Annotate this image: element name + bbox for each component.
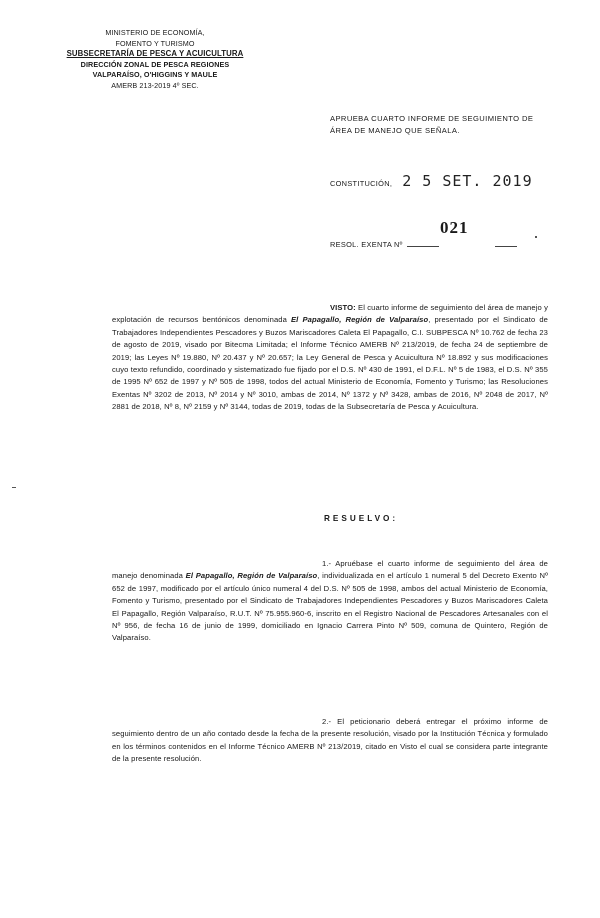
visto-lead: VISTO: (330, 303, 356, 312)
resolution-label: RESOL. EXENTA Nº (330, 240, 403, 249)
visto-text-1: El cuarto informe de seguimiento del área de manejo y explotación de recursos bentónicos denominada (112, 303, 548, 325)
visto-area-name: El Papagallo, Región de Valparaíso (291, 315, 429, 325)
resolution-number: 021 (440, 218, 469, 237)
place-date (330, 172, 560, 190)
letterhead-regions: VALPARAÍSO, O'HIGGINS Y MAULE (92, 70, 218, 79)
visto-paragraph (112, 302, 548, 414)
stamped-date: 2 5 SET. 2019 (402, 172, 533, 190)
place: CONSTITUCIÓN, (330, 179, 393, 188)
scan-mark-left (12, 487, 16, 488)
paragraph1-area-name: El Papagallo, Región de Valparaíso (185, 571, 318, 581)
scan-mark-right (535, 236, 537, 238)
letterhead-subsecretary: SUBSECRETARÍA DE PESCA Y ACUICULTURA (66, 49, 244, 58)
resolution-paragraph-1 (112, 558, 548, 645)
paragraph1-text-2: , individualizada en el artículo 1 numeral 5 del Decreto Exento Nº 652 de 1997, modificado por el artículo único numeral 4 del D.S. Nº 505 de 1998, ambos del actual Ministerio de Economía, Fomento y Turismo, presentado por el Sindicato de Trabajadores Independientes Pescadores y Buzos Mariscadores Caleta El Papagallo, Región Valparaíso, R.U.T. Nº 75.955.960-6, inscrito en el Registro Nacional de Pescadores Artesanales con el Nº 956, de fecha 16 de junio de 1999, domiciliado en Ignacio Carrera Pinto Nº 509, comuna de Quintero, Región de Valparaíso. (112, 571, 548, 643)
blank-line (407, 246, 439, 247)
letterhead (55, 28, 255, 91)
resuelvo-heading: RESUELVO: (324, 514, 399, 523)
letterhead-direction: DIRECCIÓN ZONAL DE PESCA REGIONES (80, 59, 230, 69)
visto-text-2: , presentado por el Sindicato de Trabajadores Independientes Pescadores y Buzos Mariscadores Caleta El Papagallo, C.I. SUBPESCA Nº 10.762 de fecha 23 de agosto de 2019, visado por Bitecma Limitada; el Informe Técnico AMERB Nº 213/2019, de fecha 24 de septiembre de 2019; las Leyes Nº 19.880, Nº 20.437 y Nº 20.657; la Ley General de Pesca y Acuicultura Nº 18.892 y sus modificaciones cuyo texto refundido, coordinado y sistematizado fue fijado por el D.S. Nº 430 de 1991, el D.F.L. Nº 5 de 1983, el D.S. Nº 355 de 1995 Nº 652 de 1997 y Nº 505 de 1998, todos del actual Ministerio de Economía, Fomento y Turismo; las Resoluciones Exentas Nº 3202 de 2013, Nº 2014 y Nº 3010, ambas de 2014, Nº 1372 y Nº 3428, ambas de 2016, Nº 2048 de 2017, Nº 2881 de 2018, Nº 8, Nº 2159 y Nº 3144, todas de 2019, todas de la Subsecretaría de Pesca y Acuicultura. (112, 315, 548, 412)
resolution-paragraph-2 (112, 716, 548, 766)
paragraph2-text: 2.- El peticionario deberá entregar el próximo informe de seguimiento dentro de un año contado desde la fecha de la presente resolución, visado por la Institución Técnica y formulado en los términos contenidos en el Informe Técnico AMERB Nº 213/2019, citado en Visto el cual se considera parte integrante de la presente resolución. (112, 717, 548, 764)
letterhead-ministry-2: FOMENTO Y TURISMO (115, 38, 195, 48)
letterhead-ministry: MINISTERIO DE ECONOMÍA, (105, 28, 205, 37)
resolution-label-line (330, 240, 517, 249)
blank-line-2 (495, 246, 517, 247)
letterhead-reference: AMERB 213-2019 4º SEC. (111, 80, 199, 90)
document-subject: APRUEBA CUARTO INFORME DE SEGUIMIENTO DE ÁREA DE MANEJO QUE SEÑALA. (330, 114, 534, 135)
paragraph1-text-1: 1.- Apruébase el cuarto informe de seguimiento del área de manejo denominada (112, 559, 548, 581)
